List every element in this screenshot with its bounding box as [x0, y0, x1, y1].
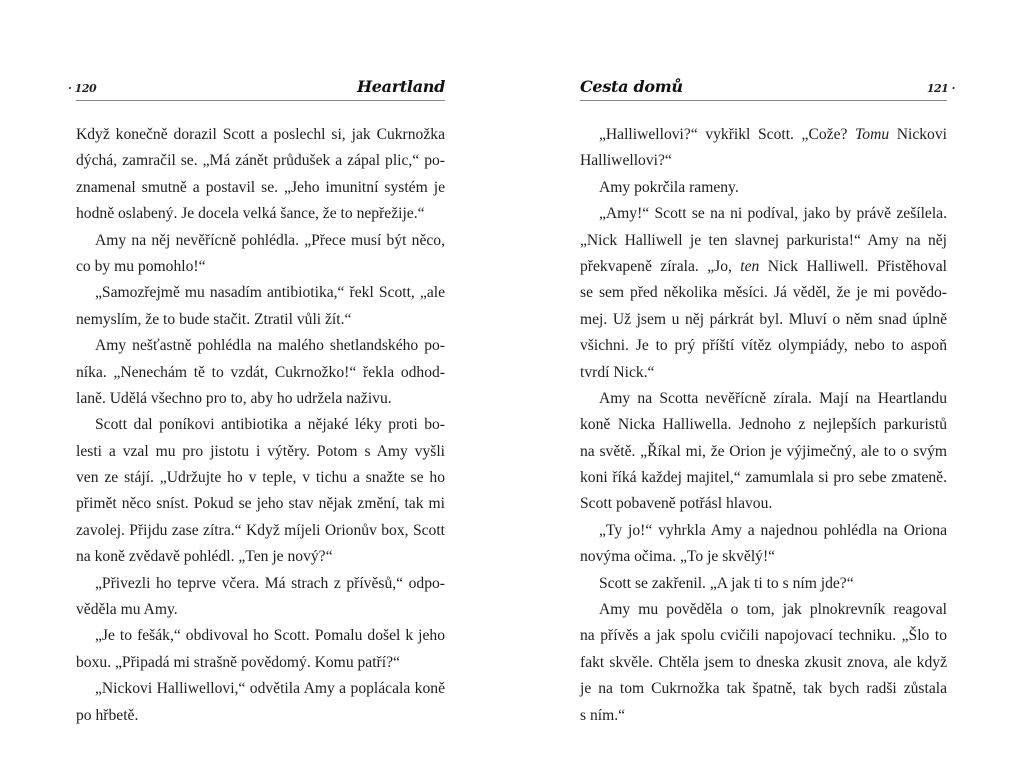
text-line: níka. „Nenechám tě to vzdát, Cukrnožko!“ řekla odhod-: [76, 363, 445, 381]
text-line: se sem před několika měsíci. Já věděl, že je mi povědo-: [580, 284, 947, 302]
text-line: Amy nešťastně pohlédla na malého shetlandského po-: [95, 337, 445, 355]
text-line: lesti a vzal mu pro jistotu i výtěry. Potom s Amy vyšli: [76, 442, 445, 460]
text-line: nemyslím, že to bude stačit. Ztratil vůli žít.“: [76, 310, 352, 328]
text-line: „Přivezli ho teprve včera. Má strach z přívěsů,“ odpo-: [95, 574, 445, 592]
text-line: Amy mu pověděla o tom, jak plnokrevník reagoval: [599, 601, 947, 619]
text-line: znamenal smutně a postavil se. „Jeho imunitní systém je: [76, 178, 445, 196]
text-line: Amy na Scotta nevěřícně zírala. Mají na Heartlandu: [599, 389, 947, 407]
text-line: boxu. „Připadá mi strašně povědomý. Komu patří?“: [76, 653, 400, 671]
text-line: Když konečně dorazil Scott a poslechl si, jak Cukrnožka: [76, 126, 445, 143]
text-line: Amy pokrčila rameny.: [599, 178, 739, 196]
page-number: · 120: [68, 82, 97, 95]
text-line: dýchá, zamračil se. „Má zánět průdušek a zápal plic,“ po-: [76, 152, 445, 170]
text-line: novýma očima. „To je skvělý!“: [580, 548, 776, 566]
text-line: na přívěs a jak spolu cvičili napojovací techniku. „Šlo to: [580, 627, 947, 645]
text-line: věděla mu Amy.: [76, 601, 178, 619]
text-line: „Je to fešák,“ obdivoval ho Scott. Pomalu došel k jeho: [95, 627, 445, 645]
page-number: 121 ·: [926, 82, 955, 95]
text-line: po hřbetě.: [76, 706, 139, 724]
text-line: koně Nicka Halliwella. Jednoho z nejlepších parkuristů: [580, 416, 947, 434]
text-line: zavolej. Přijdu zase zítra.“ Když míjeli Orionův box, Scott: [76, 521, 445, 539]
text-line: na koně zvědavě pohlédl. „Ten je nový?“: [76, 548, 333, 566]
text-line: Scott pobaveně potřásl hlavou.: [580, 495, 773, 513]
text-line: „Nickovi Halliwellovi,“ odvětila Amy a poplácala koně: [95, 680, 445, 698]
text-line: mej. Už jsem u něj párkrát byl. Mluví o něm snad úplně: [580, 310, 947, 328]
text-line: koni říká každej majitel,“ zamumlala si pro sebe zmateně.: [580, 469, 947, 487]
emphasis: ten: [740, 257, 760, 275]
text-line: na světě. „Říkal mi, že Orion je výjimečný, ale to o svým: [580, 442, 947, 460]
text-line: Scott se zakřenil. „A jak ti to s ním jde?“: [599, 574, 854, 592]
text-line: je na tom Cukrnožka tak špatně, tak bych radši zůstala: [580, 680, 947, 698]
text-line: přimět něco sníst. Pokud se jeho stav nějak změní, tak mi: [76, 495, 445, 513]
text-line: co by mu pomohlo!“: [76, 257, 206, 275]
text-line: hodně oslabený. Je docela velká šance, že to nepřežije.“: [76, 205, 425, 223]
text-line: Amy na něj nevěřícně pohlédla. „Přece musí být něco,: [95, 231, 445, 249]
text-line: „Halliwellovi?“ vykřikl Scott. „Cože? Tomu Nickovi: [599, 126, 947, 143]
right-page-body-text: [580, 122, 947, 729]
running-head-chapter-title: Cesta domů: [580, 77, 683, 96]
text-line: „Samozřejmě mu nasadím antibiotika,“ řekl Scott, „ale: [95, 284, 445, 302]
text-line: všichni. Je to prý příští vítěz olympiády, nebo to aspoň: [580, 337, 947, 355]
text-line: Scott dal poníkovi antibiotika a nějaké léky proti bo-: [95, 416, 445, 434]
text-line: fakt skvěle. Chtěla jsem to dneska zkusit znova, ale když: [580, 653, 947, 671]
text-line: „Ty jo!“ vyhrkla Amy a najednou pohlédla na Oriona: [599, 521, 947, 539]
text-line: „Amy!“ Scott se na ni podíval, jako by právě zešílela.: [599, 205, 947, 223]
left-page-header: [68, 77, 445, 101]
text-line: Halliwellovi?“: [580, 152, 672, 170]
text-line: ven ze stájí. „Udržujte ho v teple, v tichu a snažte se ho: [76, 469, 445, 487]
emphasis: Tomu: [855, 126, 890, 143]
text-line: tvrdí Nick.“: [580, 363, 655, 381]
text-line: překvapeně zírala. „Jo, ten Nick Halliwell. Přistěhoval: [580, 257, 947, 275]
text-line: „Nick Halliwell je ten slavnej parkurista!“ Amy na něj: [580, 231, 947, 249]
right-page-header: [580, 77, 955, 101]
text-line: s ním.“: [580, 706, 626, 724]
left-page-body-text: [76, 122, 445, 729]
text-line: laně. Udělá všechno pro to, aby ho udržela naživu.: [76, 389, 392, 407]
running-head-book-title: Heartland: [356, 77, 445, 96]
